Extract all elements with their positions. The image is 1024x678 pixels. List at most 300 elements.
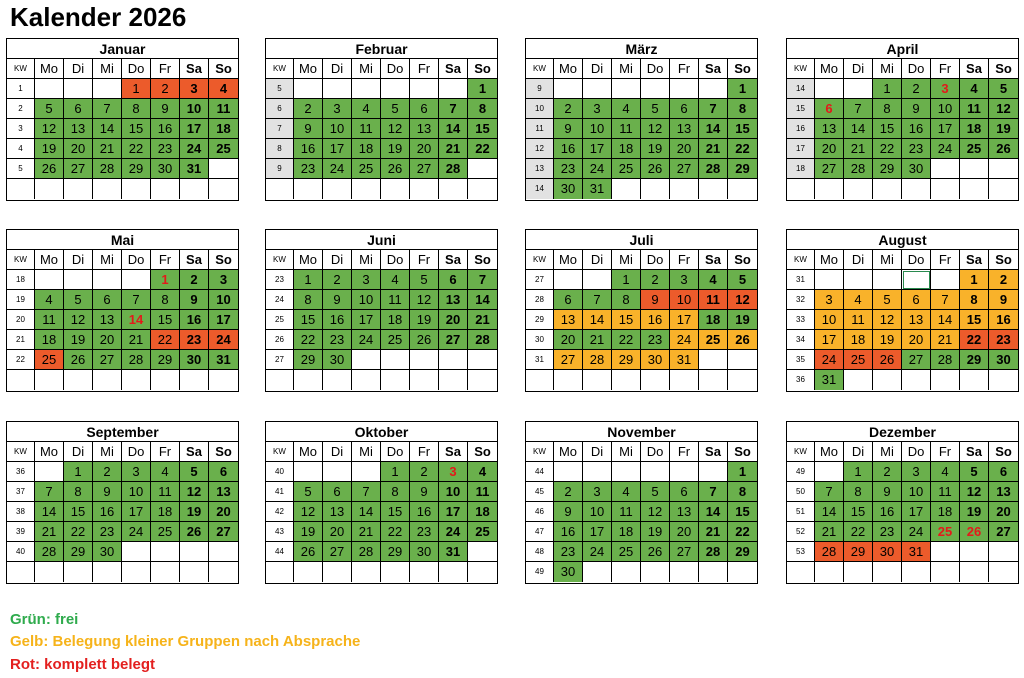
- day-cell: 13: [410, 119, 439, 139]
- empty-cell: [439, 79, 468, 99]
- empty-cell: [410, 562, 439, 582]
- day-cell: 21: [35, 522, 64, 542]
- weekday-header: So: [468, 442, 497, 462]
- day-cell: 9: [989, 290, 1018, 310]
- day-cell: 19: [410, 310, 439, 330]
- day-cell: 6: [410, 99, 439, 119]
- day-cell: 28: [439, 159, 468, 179]
- day-cell: 6: [670, 482, 699, 502]
- day-cell: 21: [844, 139, 873, 159]
- empty-cell: [410, 179, 439, 199]
- day-cell: 20: [64, 139, 93, 159]
- day-cell: 10: [209, 290, 238, 310]
- day-cell: 1: [468, 79, 497, 99]
- empty-cell: [64, 79, 93, 99]
- weekday-header: Fr: [410, 250, 439, 270]
- day-cell: 4: [931, 462, 960, 482]
- empty-cell: [554, 370, 583, 390]
- day-cell: 16: [151, 119, 180, 139]
- empty-cell: [352, 350, 381, 370]
- day-cell: 24: [670, 330, 699, 350]
- day-cell: 29: [381, 542, 410, 562]
- empty-cell: [180, 179, 209, 199]
- empty-cell: [352, 179, 381, 199]
- day-cell: 9: [641, 290, 670, 310]
- month-dezember: [786, 421, 1019, 584]
- day-cell: 24: [931, 139, 960, 159]
- empty-cell: [554, 462, 583, 482]
- week-number: [7, 562, 35, 582]
- week-number: 22: [7, 350, 35, 370]
- day-cell: 31: [439, 542, 468, 562]
- day-cell: 16: [323, 310, 352, 330]
- weekday-header: Mo: [35, 59, 64, 79]
- day-cell: 4: [612, 99, 641, 119]
- day-cell: 11: [612, 119, 641, 139]
- week-number: 49: [526, 562, 554, 582]
- day-cell: 8: [728, 482, 757, 502]
- day-cell: 13: [323, 502, 352, 522]
- day-cell: 10: [352, 290, 381, 310]
- day-cell: 1: [151, 270, 180, 290]
- week-number: 44: [266, 542, 294, 562]
- day-cell: 8: [873, 99, 902, 119]
- week-number: 6: [266, 99, 294, 119]
- day-cell: 15: [960, 310, 989, 330]
- day-cell: 20: [323, 522, 352, 542]
- empty-cell: [93, 270, 122, 290]
- week-number: 7: [266, 119, 294, 139]
- day-cell: 1: [612, 270, 641, 290]
- week-number: 14: [787, 79, 815, 99]
- empty-cell: [381, 79, 410, 99]
- day-cell: 6: [554, 290, 583, 310]
- day-cell: 23: [989, 330, 1018, 350]
- empty-cell: [323, 179, 352, 199]
- weekday-header: Sa: [960, 59, 989, 79]
- week-number: 41: [266, 482, 294, 502]
- week-number: 27: [526, 270, 554, 290]
- day-cell: 3: [352, 270, 381, 290]
- day-cell: 8: [122, 99, 151, 119]
- empty-cell: [122, 542, 151, 562]
- day-cell: 26: [641, 159, 670, 179]
- weekday-header: Mo: [815, 250, 844, 270]
- day-cell: 25: [381, 330, 410, 350]
- kw-header: KW: [266, 59, 294, 79]
- week-number: 3: [7, 119, 35, 139]
- empty-cell: [873, 562, 902, 582]
- week-number: 49: [787, 462, 815, 482]
- day-cell: 9: [151, 99, 180, 119]
- day-cell: 3: [583, 482, 612, 502]
- week-number: 40: [7, 542, 35, 562]
- day-cell: 17: [352, 310, 381, 330]
- day-cell: 19: [960, 502, 989, 522]
- day-cell: 27: [410, 159, 439, 179]
- day-cell: 3: [902, 462, 931, 482]
- weekday-header: Mi: [873, 442, 902, 462]
- day-cell: 11: [844, 310, 873, 330]
- day-cell: 3: [583, 99, 612, 119]
- week-number: 14: [526, 179, 554, 199]
- empty-cell: [352, 79, 381, 99]
- day-cell: 20: [410, 139, 439, 159]
- empty-cell: [209, 179, 238, 199]
- week-number: 30: [526, 330, 554, 350]
- empty-cell: [931, 562, 960, 582]
- day-cell: 26: [64, 350, 93, 370]
- week-number: [526, 370, 554, 390]
- empty-cell: [902, 179, 931, 199]
- day-cell: 27: [670, 159, 699, 179]
- day-cell: 8: [960, 290, 989, 310]
- empty-cell: [35, 79, 64, 99]
- week-number: 37: [7, 482, 35, 502]
- day-cell: 20: [93, 330, 122, 350]
- day-cell: 30: [410, 542, 439, 562]
- week-number: [266, 179, 294, 199]
- week-number: 51: [787, 502, 815, 522]
- day-cell: 13: [670, 119, 699, 139]
- weekday-header: Fr: [410, 59, 439, 79]
- day-cell: 21: [931, 330, 960, 350]
- day-cell: 24: [815, 350, 844, 370]
- day-cell: 11: [468, 482, 497, 502]
- weekday-header: Do: [122, 442, 151, 462]
- empty-cell: [873, 179, 902, 199]
- day-cell: 4: [612, 482, 641, 502]
- day-cell: 16: [180, 310, 209, 330]
- day-cell: 2: [410, 462, 439, 482]
- day-cell: 28: [583, 350, 612, 370]
- day-cell: 26: [989, 139, 1018, 159]
- day-cell: 24: [439, 522, 468, 542]
- week-number: 12: [526, 139, 554, 159]
- day-cell: 9: [554, 119, 583, 139]
- day-cell: 6: [64, 99, 93, 119]
- day-cell: 11: [209, 99, 238, 119]
- week-number: 18: [787, 159, 815, 179]
- day-cell: 28: [931, 350, 960, 370]
- empty-cell: [554, 79, 583, 99]
- day-cell: 10: [122, 482, 151, 502]
- day-cell: 30: [902, 159, 931, 179]
- empty-cell: [931, 270, 960, 290]
- empty-cell: [815, 270, 844, 290]
- empty-cell: [728, 179, 757, 199]
- weekday-header: Fr: [931, 442, 960, 462]
- empty-cell: [381, 350, 410, 370]
- day-cell: 20: [670, 522, 699, 542]
- day-cell: 22: [294, 330, 323, 350]
- week-number: 8: [266, 139, 294, 159]
- day-cell: 7: [35, 482, 64, 502]
- week-number: 5: [7, 159, 35, 179]
- day-cell: 15: [728, 119, 757, 139]
- day-cell: 27: [209, 522, 238, 542]
- day-cell: 5: [989, 79, 1018, 99]
- month-name: Januar: [7, 39, 238, 59]
- week-number: 13: [526, 159, 554, 179]
- day-cell: 12: [180, 482, 209, 502]
- day-cell: 18: [468, 502, 497, 522]
- month-name: November: [526, 422, 757, 442]
- month-oktober: [265, 421, 498, 584]
- day-cell: 18: [612, 522, 641, 542]
- day-cell: 15: [873, 119, 902, 139]
- empty-cell: [410, 350, 439, 370]
- weekday-header: Di: [583, 442, 612, 462]
- day-cell: 2: [554, 482, 583, 502]
- day-cell: 7: [439, 99, 468, 119]
- empty-cell: [93, 79, 122, 99]
- day-cell: 9: [873, 482, 902, 502]
- kw-header: KW: [266, 442, 294, 462]
- day-cell: 14: [122, 310, 151, 330]
- day-cell: 19: [381, 139, 410, 159]
- week-number: 2: [7, 99, 35, 119]
- day-cell: 1: [728, 79, 757, 99]
- empty-cell: [960, 562, 989, 582]
- day-cell: 5: [728, 270, 757, 290]
- day-cell: 7: [699, 482, 728, 502]
- day-cell: 12: [641, 502, 670, 522]
- day-cell: 20: [989, 502, 1018, 522]
- day-cell: 13: [93, 310, 122, 330]
- week-number: 9: [526, 79, 554, 99]
- empty-cell: [873, 370, 902, 390]
- day-cell: 28: [699, 159, 728, 179]
- empty-cell: [815, 462, 844, 482]
- day-cell: 27: [554, 350, 583, 370]
- empty-cell: [989, 542, 1018, 562]
- weekday-header: Fr: [410, 442, 439, 462]
- weekday-header: Sa: [439, 59, 468, 79]
- day-cell: 5: [641, 482, 670, 502]
- empty-cell: [902, 370, 931, 390]
- weekday-header: Sa: [180, 250, 209, 270]
- weekday-header: Di: [844, 250, 873, 270]
- day-cell: 9: [294, 119, 323, 139]
- weekday-header: Do: [381, 250, 410, 270]
- month-november: [525, 421, 758, 584]
- day-cell: 14: [468, 290, 497, 310]
- weekday-header: Di: [323, 250, 352, 270]
- day-cell: 8: [612, 290, 641, 310]
- empty-cell: [122, 270, 151, 290]
- day-cell: 21: [439, 139, 468, 159]
- empty-cell: [902, 562, 931, 582]
- day-cell: 19: [64, 330, 93, 350]
- day-cell: 15: [728, 502, 757, 522]
- day-cell: 14: [931, 310, 960, 330]
- day-cell: 12: [728, 290, 757, 310]
- empty-cell: [151, 562, 180, 582]
- day-cell: 7: [931, 290, 960, 310]
- empty-cell: [670, 79, 699, 99]
- day-cell: 5: [180, 462, 209, 482]
- day-cell: 17: [122, 502, 151, 522]
- weekday-header: Sa: [180, 59, 209, 79]
- weekday-header: Sa: [699, 59, 728, 79]
- day-cell: 31: [670, 350, 699, 370]
- day-cell: 24: [323, 159, 352, 179]
- week-number: 44: [526, 462, 554, 482]
- day-cell: 11: [381, 290, 410, 310]
- day-cell: 7: [815, 482, 844, 502]
- day-cell: 19: [728, 310, 757, 330]
- day-cell: 31: [583, 179, 612, 199]
- day-cell: 17: [583, 522, 612, 542]
- day-cell: 21: [699, 139, 728, 159]
- weekday-header: Sa: [960, 442, 989, 462]
- day-cell: 4: [151, 462, 180, 482]
- empty-cell: [151, 179, 180, 199]
- day-cell: 30: [641, 350, 670, 370]
- empty-cell: [641, 179, 670, 199]
- week-number: 16: [787, 119, 815, 139]
- day-cell: 14: [699, 119, 728, 139]
- day-cell: 5: [641, 99, 670, 119]
- day-cell: 23: [180, 330, 209, 350]
- week-number: 20: [7, 310, 35, 330]
- week-number: 47: [526, 522, 554, 542]
- day-cell: 30: [989, 350, 1018, 370]
- month-name: Juli: [526, 230, 757, 250]
- empty-cell: [381, 562, 410, 582]
- day-cell: 24: [122, 522, 151, 542]
- weekday-header: So: [209, 250, 238, 270]
- empty-cell: [699, 350, 728, 370]
- day-cell: 23: [151, 139, 180, 159]
- day-cell: 7: [122, 290, 151, 310]
- empty-cell: [468, 179, 497, 199]
- month-name: Juni: [266, 230, 497, 250]
- day-cell: 21: [93, 139, 122, 159]
- day-cell: 21: [122, 330, 151, 350]
- day-cell: 6: [209, 462, 238, 482]
- weekday-header: Do: [902, 250, 931, 270]
- day-cell: 25: [35, 350, 64, 370]
- day-cell: 19: [873, 330, 902, 350]
- empty-cell: [468, 542, 497, 562]
- week-number: 9: [266, 159, 294, 179]
- empty-cell: [35, 462, 64, 482]
- weekday-header: Fr: [151, 250, 180, 270]
- empty-cell: [583, 79, 612, 99]
- day-cell: 17: [180, 119, 209, 139]
- day-cell: 29: [960, 350, 989, 370]
- day-cell: 6: [902, 290, 931, 310]
- weekday-header: So: [209, 59, 238, 79]
- day-cell: 14: [352, 502, 381, 522]
- day-cell: 27: [815, 159, 844, 179]
- day-cell: 23: [554, 542, 583, 562]
- day-cell: 6: [989, 462, 1018, 482]
- empty-cell: [294, 179, 323, 199]
- week-number: 26: [266, 330, 294, 350]
- week-number: 42: [266, 502, 294, 522]
- day-cell: 20: [439, 310, 468, 330]
- day-cell: 2: [902, 79, 931, 99]
- day-cell: 15: [122, 119, 151, 139]
- day-cell: 4: [844, 290, 873, 310]
- day-cell: 1: [728, 462, 757, 482]
- day-cell: 8: [844, 482, 873, 502]
- day-cell: 25: [352, 159, 381, 179]
- day-cell: 22: [64, 522, 93, 542]
- month-juni: [265, 229, 498, 392]
- empty-cell: [439, 350, 468, 370]
- empty-cell: [612, 462, 641, 482]
- empty-cell: [381, 179, 410, 199]
- week-number: 11: [526, 119, 554, 139]
- day-cell: 18: [381, 310, 410, 330]
- day-cell: 9: [410, 482, 439, 502]
- empty-cell: [439, 562, 468, 582]
- day-cell: 3: [439, 462, 468, 482]
- day-cell: 17: [931, 119, 960, 139]
- day-cell: 20: [209, 502, 238, 522]
- kw-header: KW: [526, 442, 554, 462]
- weekday-header: So: [989, 59, 1018, 79]
- empty-cell: [815, 79, 844, 99]
- day-cell: 5: [64, 290, 93, 310]
- day-cell: 10: [815, 310, 844, 330]
- empty-cell: [352, 462, 381, 482]
- day-cell: 25: [151, 522, 180, 542]
- day-cell: 20: [902, 330, 931, 350]
- weekday-header: Mi: [352, 250, 381, 270]
- week-number: 38: [7, 502, 35, 522]
- weekday-header: Di: [583, 250, 612, 270]
- day-cell: 19: [180, 502, 209, 522]
- weekday-header: Do: [122, 59, 151, 79]
- day-cell: 23: [554, 159, 583, 179]
- day-cell: 2: [641, 270, 670, 290]
- week-number: 10: [526, 99, 554, 119]
- day-cell: 27: [989, 522, 1018, 542]
- day-cell: 6: [93, 290, 122, 310]
- day-cell: 15: [64, 502, 93, 522]
- weekday-header: Sa: [439, 442, 468, 462]
- day-cell: 26: [180, 522, 209, 542]
- month-name: Dezember: [787, 422, 1018, 442]
- day-cell: 6: [815, 99, 844, 119]
- weekday-header: Sa: [699, 442, 728, 462]
- weekday-header: Fr: [931, 59, 960, 79]
- empty-cell: [35, 179, 64, 199]
- day-cell: 22: [381, 522, 410, 542]
- day-cell: 17: [323, 139, 352, 159]
- week-number: 39: [7, 522, 35, 542]
- day-cell: 29: [873, 159, 902, 179]
- day-cell: 24: [180, 139, 209, 159]
- day-cell: 29: [151, 350, 180, 370]
- day-cell: 21: [468, 310, 497, 330]
- empty-cell: [931, 179, 960, 199]
- kw-header: KW: [787, 442, 815, 462]
- day-cell: 23: [93, 522, 122, 542]
- day-cell: 18: [960, 119, 989, 139]
- week-number: [266, 562, 294, 582]
- day-cell: 15: [151, 310, 180, 330]
- month-april: [786, 38, 1019, 201]
- day-cell: 31: [180, 159, 209, 179]
- day-cell: 21: [583, 330, 612, 350]
- empty-cell: [64, 562, 93, 582]
